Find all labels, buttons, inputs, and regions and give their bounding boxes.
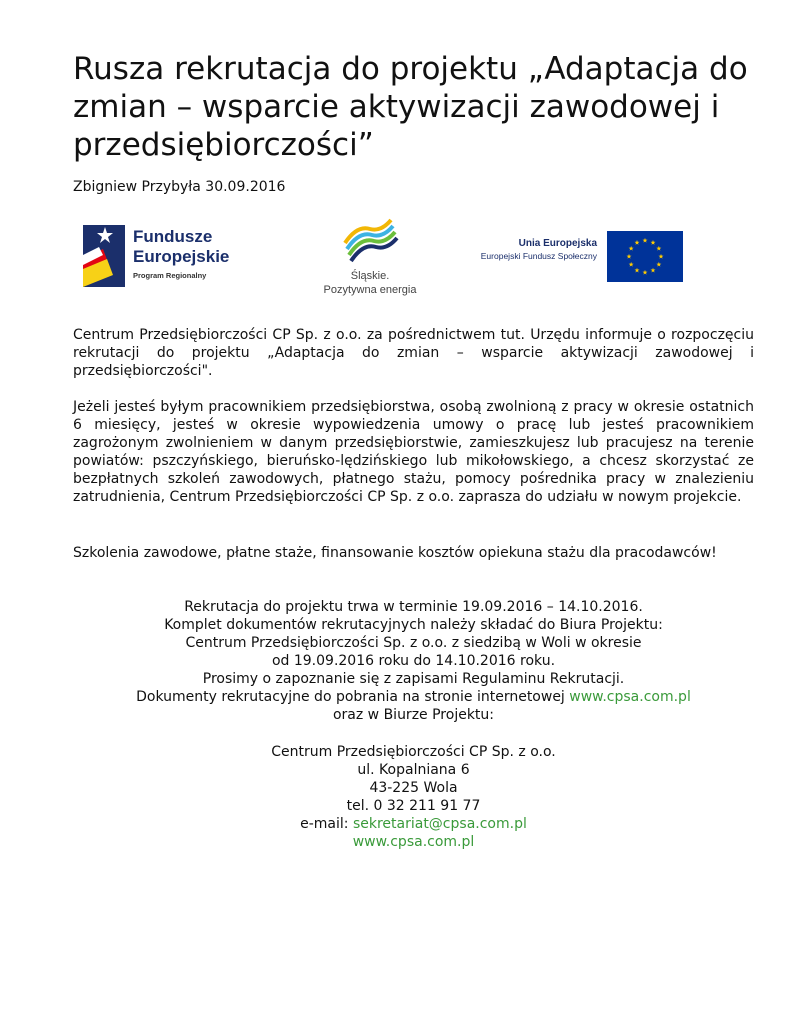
eu-logo	[453, 231, 683, 283]
download-text: Dokumenty rekrutacyjne do pobrania na stronie internetowej	[136, 689, 570, 705]
recruitment-info	[73, 598, 754, 724]
slaskie-logo	[315, 215, 425, 303]
slaskie-label: Śląskie.	[350, 270, 390, 282]
email-line	[73, 815, 754, 833]
intro-paragraph: Centrum Przedsiębiorczości CP Sp. z o.o. za pośrednictwem tut. Urzędu informuje o rozpoczęciu rekrutacji do projektu „Adaptacja do zmian – wsparcie aktywizacji zawodowej i przedsiębiorczości".	[73, 327, 754, 379]
email-link[interactable]: sekretariat@cpsa.com.pl	[352, 816, 527, 832]
documents-info: Komplet dokumentów rekrutacyjnych należy składać do Biura Projektu:	[164, 617, 663, 633]
website-link-bottom[interactable]: www.cpsa.com.pl	[352, 834, 475, 850]
contact-block	[73, 743, 754, 851]
europejskie-label: Europejskie	[133, 247, 230, 266]
logo-bar	[73, 215, 754, 305]
eu-flag-icon	[607, 231, 683, 282]
author-date: Zbigniew Przybyła 30.09.2016	[73, 179, 286, 195]
efs-label: Europejski Fundusz Społeczny	[480, 251, 597, 261]
office-info: Centrum Przedsiębiorczości Sp. z o.o. z siedzibą w Woli w okresie	[185, 635, 642, 651]
phone-number: tel. 0 32 211 91 77	[346, 798, 481, 814]
recruitment-dates: Rekrutacja do projektu trwa w terminie 19.09.2016 – 14.10.2016.	[184, 599, 643, 615]
website-link[interactable]: www.cpsa.com.pl	[569, 689, 691, 705]
regulations-info: Prosimy o zapoznanie się z zapisami Regulaminu Rekrutacji.	[202, 671, 625, 687]
city-address: 43-225 Wola	[369, 780, 458, 796]
pozytywna-energia-label: Pozytywna energia	[323, 284, 417, 296]
office-location-info: oraz w Biurze Projektu:	[332, 707, 495, 723]
page-title: Rusza rekrutacja do projektu „Adaptacja do zmian – wsparcie aktywizacji zawodowej i przedsiębiorczości”	[73, 51, 748, 163]
email-label: e-mail:	[300, 816, 353, 832]
company-name: Centrum Przedsiębiorczości CP Sp. z o.o.	[271, 744, 556, 760]
slaskie-waves-icon	[315, 215, 425, 267]
download-info	[73, 688, 754, 706]
street-address: ul. Kopalniana 6	[357, 762, 470, 778]
program-label: Program Regionalny	[133, 271, 207, 280]
benefits-paragraph: Szkolenia zawodowe, płatne staże, finansowanie kosztów opiekuna stażu dla pracodawców!	[73, 545, 717, 561]
unia-europejska-label: Unia Europejska	[518, 238, 597, 249]
eu-funds-flag-icon	[83, 225, 125, 287]
fundusze-label: Fundusze	[133, 227, 213, 246]
office-period: od 19.09.2016 roku do 14.10.2016 roku.	[271, 653, 556, 669]
eligibility-paragraph: Jeżeli jesteś byłym pracownikiem przedsiębiorstwa, osobą zwolnioną z pracy w okresie ostatnich 6 miesięcy, jesteś w okresie wypowiedzenia umowy o pracę lub jesteś pracownikiem zagrożonym zwolnieniem w danym przedsiębiorstwie, zamieszkujesz lub pracujesz na terenie powiatów: pszczyńskiego, bieruńsko-lędzińskiego lub mikołowskiego, a chcesz skorzystać ze bezpłatnych szkoleń zawodowych, płatnego stażu, pomocy pośrednika pracy w znalezieniu zatrudnienia, Centrum Przedsiębiorczości CP Sp. z o.o. zaprasza do udziału w nowym projekcie.	[73, 399, 754, 505]
fundusze-europejskie-logo	[83, 225, 243, 287]
